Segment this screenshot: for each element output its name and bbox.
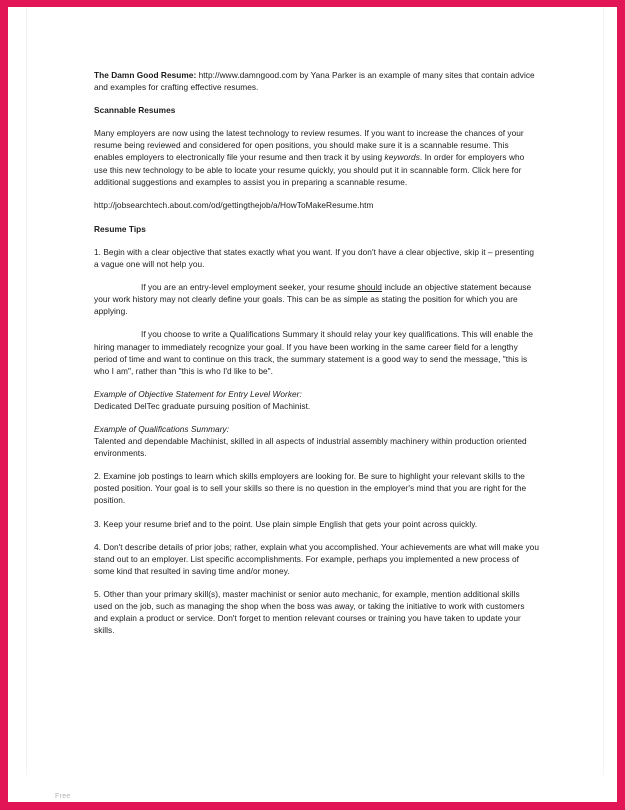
body-example-qualifications-summary: Talented and dependable Machinist, skilled in all aspects of industrial assembly machinery within production oriented environments.: [94, 436, 527, 459]
scannable-text-part-2: . In order for employers who use this new technology to be able to locate your resume quickly, you should put it in scannable form. Click here for additional suggestions and examples to assist you in preparing a scannable resume.: [94, 152, 525, 187]
body-example-objective-statement: Dedicated DelTec graduate pursuing position of Machinist.: [94, 400, 311, 411]
tip-text-3: Keep your resume brief and to the point. Use plain simple English that gets your point across quickly.: [101, 518, 478, 529]
paragraph-scannable-resumes: [94, 127, 539, 187]
reference-url-link[interactable]: http://jobsearchtech.about.com/od/gettingthejob/a/HowToMakeResume.htm: [94, 199, 374, 210]
paragraph-entry-level-objective: [94, 281, 539, 317]
tip-text-4: Don't describe details of prior jobs; rather, explain what you accomplished. Your achievements are what will make you stand out to an employer. List specific accomplishments. For example, perhaps you implemented a new process of some kind that resulted in saving time and/or money.: [94, 541, 539, 576]
document-text-body: [94, 69, 539, 647]
tip-number-5: 5.: [94, 588, 101, 599]
tip-text-2: Examine job postings to learn which skills employers are looking for. Be sure to highlight your relevant skills to the posted position. Your goal is to sell your skills so there is no question in the employer's mind that you are right for the position.: [94, 471, 527, 506]
tip-number-2: 2.: [94, 471, 101, 482]
document-page-frame: [8, 7, 617, 802]
entry-level-part-1: If you are an entry-level employment seeker, your resume: [141, 282, 358, 293]
heading-example-objective-statement: Example of Objective Statement for Entry Level Worker:: [94, 388, 302, 399]
tip-number-4: 4.: [94, 541, 101, 552]
document-sheet: [26, 7, 604, 800]
tip-item-5: [94, 588, 539, 636]
tip-number-3: 3.: [94, 518, 101, 529]
tip-number-1: 1.: [94, 246, 101, 257]
heading-scannable-resumes: Scannable Resumes: [94, 105, 176, 116]
tip-item-2: [94, 470, 539, 506]
tip-text-1: Begin with a clear objective that states exactly what you want. If you don't have a clear objective, skip it – presenting a vague one will not help you.: [94, 246, 535, 270]
tip-item-4: [94, 541, 539, 577]
scannable-keyword-emphasis: keywords: [384, 152, 420, 163]
heading-example-qualifications-summary: Example of Qualifications Summary:: [94, 423, 230, 434]
tip-text-5: Other than your primary skill(s), master machinist or senior auto mechanic, for example, mention additional skills used on the job, such as managing the shop when the boss was away, or taking the initiative to work with customers and explain a product or service. Don't forget to mention relevant courses or training you have taken to update your skills.: [94, 588, 525, 636]
paragraph-damn-good-resume: [94, 69, 539, 93]
tip-item-3: [94, 518, 539, 530]
entry-level-should-emphasis: should: [357, 282, 382, 293]
lead-label-damn-good-resume: The Damn Good Resume:: [94, 70, 197, 80]
paragraph-qualifications-summary: If you choose to write a Qualifications Summary it should relay your key qualifications. This will enable the hiring manager to immediately recognize your goal. If you have been working in the same career field for a lengthy period of time and want to continue on this track, the summary statement is a good way to send the message, "this is who I am", rather than "this is who I'd like to be".: [94, 329, 534, 376]
tip-item-1: [94, 246, 539, 270]
heading-resume-tips: Resume Tips: [94, 223, 146, 234]
entry-level-part-2: include an objective statement because your work history may not clearly define your goals. This can be as simple as stating the position for which you are applying.: [94, 282, 532, 317]
intro-rest-text: http://www.damngood.com by Yana Parker is an example of many sites that contain advice and examples for crafting effective resumes.: [94, 70, 535, 93]
footer-watermark: Free: [55, 793, 71, 800]
scannable-text-part-1: Many employers are now using the latest technology to review resumes. If you want to increase the chances of your resume being reviewed and considered for open positions, you should make sure it is a scannable resume. This enables employers to electronically file your resume and then track it by using: [94, 128, 524, 163]
